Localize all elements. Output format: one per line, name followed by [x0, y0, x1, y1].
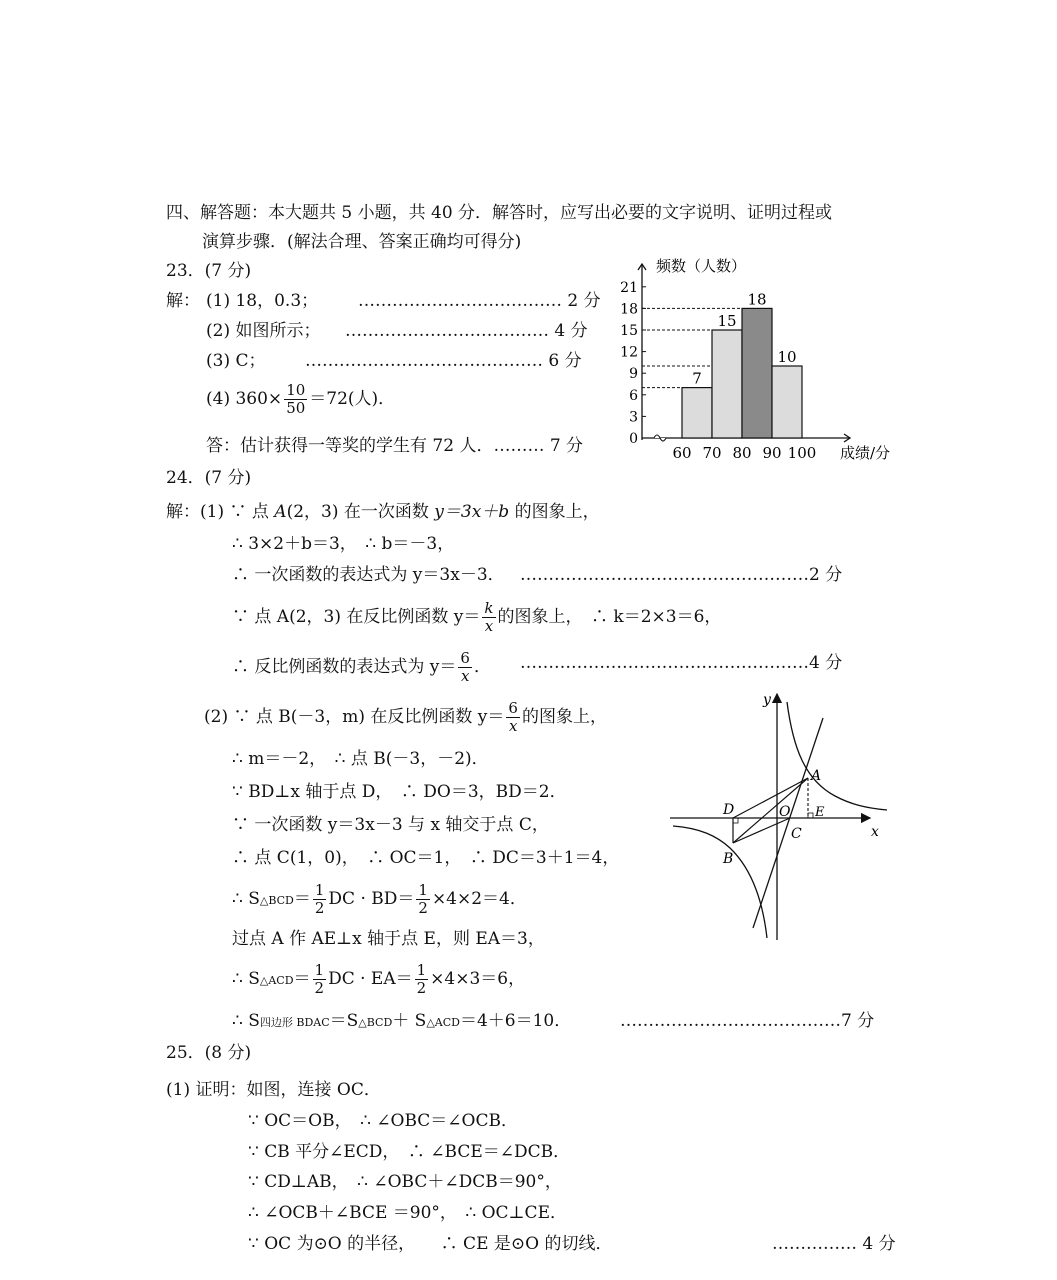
linear-function-line — [753, 718, 823, 928]
q24-l8-post: ×4×3＝6， — [430, 969, 526, 989]
section-title-line1: 四、解答题：本大题共 5 小题，共 40 分．解答时，应写出必要的文字说明、证明过程或 — [166, 203, 833, 223]
histogram-data-label: 15 — [717, 312, 737, 330]
q23-answer: 答：估计获得一等奖的学生有 72 人．……… 7 分 — [206, 436, 584, 456]
q24-l6-frac1-den: 2 — [314, 899, 325, 917]
q23-frac-den: 50 — [286, 399, 306, 417]
q23-step3-score: …………………………………… 6 分 — [305, 351, 582, 371]
q24-line1-pre: 解：(1) ∵ 点 — [166, 502, 269, 522]
right-angle-mark-e — [808, 813, 813, 818]
section-title-line2: 演算步骤．(解法合理、答案正确均可得分) — [202, 232, 522, 252]
histogram-x-tick-label: 80 — [732, 444, 752, 462]
q24-part2-line9 — [232, 1010, 571, 1034]
q24-frac-k — [482, 600, 495, 635]
hyperbola-branch-q3 — [673, 826, 767, 938]
q24-line1-mid: (2，3) 在一次函数 — [286, 502, 429, 522]
histogram-data-label: 18 — [747, 290, 767, 309]
q25-heading: 25．(8 分) — [166, 1043, 252, 1063]
q23-step3: (3) C； — [206, 351, 266, 371]
q24-part2-line6 — [232, 882, 527, 917]
q24-l9-sub: 四边形 BDAC — [259, 1016, 330, 1029]
histogram-x-title: 成绩/分 — [840, 444, 891, 462]
q24-l8-frac2-num: 1 — [416, 961, 427, 979]
q24-line5-score: ……………………………………………4 分 — [520, 653, 843, 673]
q24-l8-frac1-num: 1 — [314, 961, 325, 979]
q24-part2-frac-num: 6 — [508, 699, 518, 717]
q24-frac-6-num: 6 — [460, 649, 470, 667]
q24-frac-6 — [458, 650, 472, 685]
histogram-x-tick-label: 100 — [787, 444, 817, 462]
q25-line5: ∴ ∠OCB＋∠BCE ＝90°， ∴ OC⊥CE． — [248, 1203, 567, 1223]
label-y: y — [763, 692, 771, 708]
q24-l6-frac1-num: 1 — [314, 881, 325, 899]
q24-l6-frac2 — [416, 882, 430, 917]
q23-jie: 解： — [166, 291, 200, 311]
histogram-y-tick-label: 12 — [620, 344, 638, 361]
q24-l8-frac1 — [313, 962, 327, 997]
q24-l6-sub: △BCD — [259, 894, 294, 907]
histogram-y-tick-label: 18 — [620, 301, 638, 318]
q24-l8-frac2 — [415, 962, 429, 997]
q24-part2-line7: 过点 A 作 AE⊥x 轴于点 E，则 EA＝3， — [232, 929, 545, 949]
q23-fraction — [284, 382, 307, 417]
q24-l6-mid: DC · BD＝ — [328, 889, 415, 909]
q24-part2-frac — [506, 700, 520, 735]
q25-line6: ∵ OC 为⊙O 的半径， ∴ CE 是⊙O 的切线． — [248, 1234, 613, 1254]
q24-frac-6-den: x — [460, 667, 470, 685]
q24-line1-post: 的图象上， — [514, 502, 600, 522]
q24-l6-frac2-den: 2 — [418, 899, 428, 917]
label-x: x — [871, 824, 879, 840]
q25-line4: ∵ CD⊥AB， ∴ ∠OBC＋∠DCB＝90°， — [248, 1172, 562, 1192]
q24-part2-line4: ∵ 一次函数 y＝3x－3 与 x 轴交于点 C， — [232, 815, 549, 835]
q24-l8-mid: DC · EA＝ — [328, 969, 413, 989]
q24-frac-k-den: x — [484, 617, 494, 635]
label-E: E — [815, 805, 825, 820]
q24-line5-post: ． — [473, 657, 491, 677]
q24-line4-pre: ∵ 点 A(2，3) 在反比例函数 y＝ — [232, 607, 481, 627]
histogram-y-tick-label: 15 — [620, 323, 638, 339]
q24-line5-pre: ∴ 反比例函数的表达式为 y＝ — [232, 657, 457, 677]
q24-part2-line2: ∴ m＝－2， ∴ 点 B(－3，－2)． — [232, 749, 489, 769]
q23-step2-score: ……………………………… 4 分 — [345, 321, 588, 341]
q24-l6-frac1 — [313, 882, 327, 917]
q24-l9-post: ＝4＋6＝10． — [459, 1011, 572, 1031]
histogram-bar — [682, 388, 712, 438]
label-C: C — [791, 826, 802, 842]
q24-part2-pre: (2) ∵ 点 B(－3，m) 在反比例函数 y＝ — [204, 707, 505, 727]
q24-frac-k-num: k — [484, 599, 494, 617]
q24-point-a: A — [274, 502, 287, 522]
q24-l6-post: ×4×2＝4． — [431, 889, 527, 909]
q24-line3-score: ……………………………………………2 分 — [520, 565, 843, 585]
q23-heading: 23．(7 分) — [166, 261, 252, 281]
q24-l6-eq: ＝ — [293, 889, 311, 909]
q24-line4-post: 的图象上， ∴ k＝2×3＝6， — [497, 607, 722, 627]
q24-part2-line5: ∴ 点 C(1，0)， ∴ OC＝1， ∴ DC＝3＋1＝4， — [232, 848, 620, 868]
q24-line1 — [166, 501, 600, 523]
q23-step4-pre: (4) 360× — [206, 389, 283, 409]
histogram-x-tick-label: 70 — [702, 444, 722, 462]
histogram-y-tick-label: 9 — [629, 366, 638, 383]
histogram-y-tick-label: 3 — [629, 409, 638, 426]
q24-line3: ∴ 一次函数的表达式为 y＝3x－3． — [232, 565, 505, 585]
q25-proof-intro: (1) 证明：如图，连接 OC． — [166, 1080, 381, 1100]
histogram-data-label: 10 — [777, 348, 797, 366]
q25-line6-score: …………… 4 分 — [772, 1234, 896, 1254]
q24-l6-frac2-num: 1 — [418, 881, 428, 899]
right-angle-mark-d — [733, 818, 738, 823]
histogram-y-tick-label: 0 — [629, 431, 638, 447]
histogram-x-tick-label: 60 — [672, 444, 692, 462]
histogram-y-tick-label: 21 — [620, 279, 638, 296]
q24-l6-pre: ∴ S — [232, 889, 260, 909]
q24-l9-pre: ∴ S — [232, 1011, 260, 1031]
histogram-bar — [712, 330, 742, 438]
histogram-chart — [612, 250, 902, 465]
histogram-bar — [772, 366, 802, 438]
q24-l8-frac2-den: 2 — [416, 979, 427, 997]
q24-l9-sub3: △ACD — [426, 1016, 460, 1029]
q24-coordinate-figure — [665, 688, 895, 943]
q24-linear-eq: y＝3x＋b — [434, 502, 510, 522]
q24-line2: ∴ 3×2＋b＝3， ∴ b＝－3， — [232, 534, 455, 554]
histogram-y-tick-label: 6 — [629, 387, 638, 404]
label-A: A — [811, 768, 822, 784]
q24-part2-line3: ∵ BD⊥x 轴于点 D， ∴ DO＝3，BD＝2． — [232, 782, 567, 802]
label-O: O — [779, 804, 791, 820]
histogram-bar — [742, 308, 772, 438]
q24-heading: 24．(7 分) — [166, 468, 252, 488]
q24-part2-frac-den: x — [508, 717, 518, 735]
q23-step1: (1) 18，0.3； — [206, 291, 319, 311]
q25-line3: ∵ CB 平分∠ECD， ∴ ∠BCE＝∠DCB． — [248, 1142, 571, 1162]
q23-step4 — [206, 382, 395, 417]
segment-BC — [733, 818, 790, 843]
histogram-x-tick-label: 90 — [762, 444, 782, 462]
q23-step2: (2) 如图所示； — [206, 321, 321, 341]
q24-l9-mid2: ＋ S — [392, 1011, 427, 1031]
hyperbola-branch-q1 — [787, 702, 887, 810]
q24-l8-eq: ＝ — [293, 969, 311, 989]
q24-part2-line8 — [232, 962, 525, 997]
q23-step4-post: ＝72(人)． — [309, 389, 396, 409]
q23-frac-num: 10 — [286, 381, 306, 399]
q24-l9-mid: ＝S — [329, 1011, 359, 1031]
q24-part2-post: 的图象上， — [521, 707, 607, 727]
histogram-data-label: 7 — [692, 369, 702, 388]
q24-l8-sub: △ACD — [259, 974, 294, 987]
label-B: B — [723, 851, 734, 867]
histogram-axis-break — [654, 435, 666, 441]
q24-l8-frac1-den: 2 — [314, 979, 325, 997]
q23-step1-score: ……………………………… 2 分 — [358, 291, 601, 311]
q24-l9-sub2: △BCD — [358, 1016, 393, 1029]
q24-part2-score: …………………………………7 分 — [620, 1011, 875, 1031]
q24-line4 — [232, 600, 721, 635]
q24-part2-line1 — [204, 700, 607, 735]
q25-line2: ∵ OC＝OB， ∴ ∠OBC＝∠OCB． — [248, 1111, 518, 1131]
q24-line5 — [232, 650, 491, 685]
q24-l8-pre: ∴ S — [232, 969, 260, 989]
histogram-y-title: 频数（人数） — [656, 257, 747, 275]
label-D: D — [723, 802, 735, 818]
